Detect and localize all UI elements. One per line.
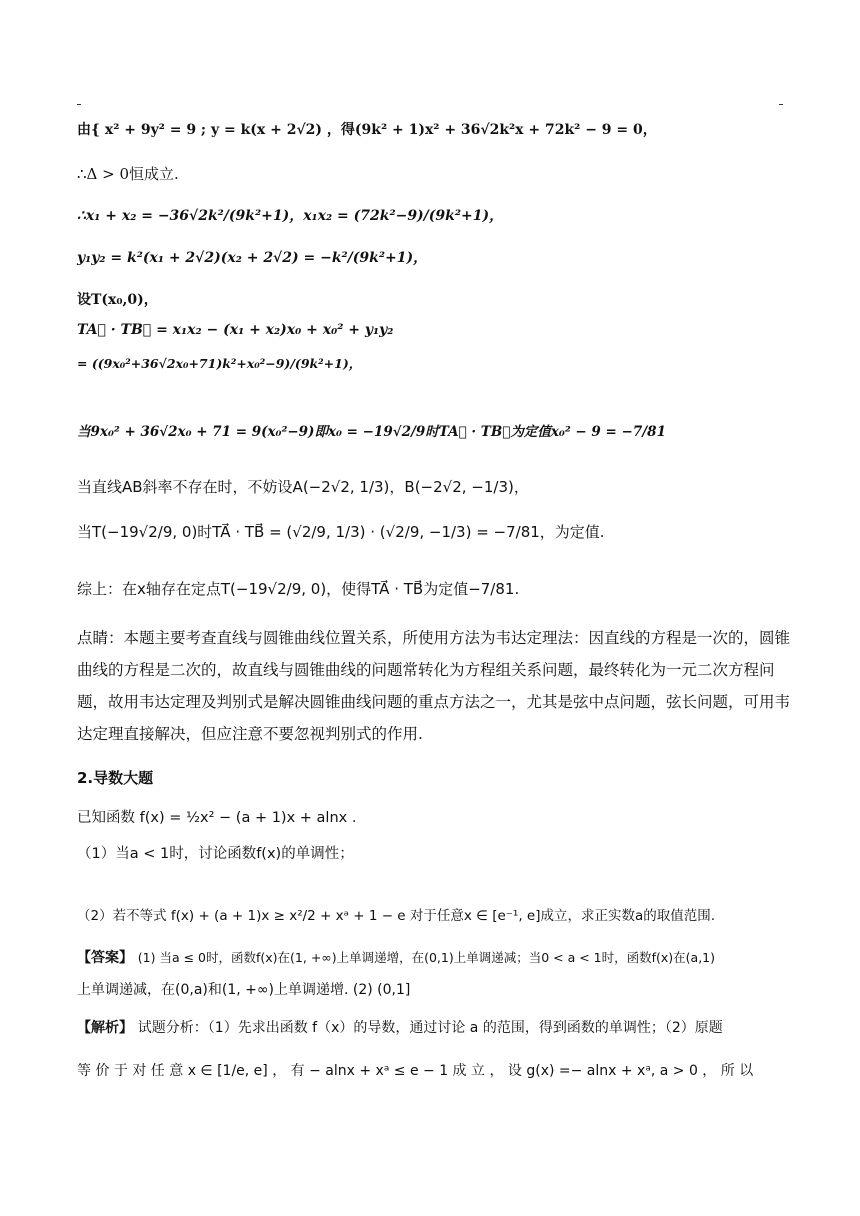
remark-text: 点睛：本题主要考查直线与圆锥曲线位置关系，所使用方法为韦达定理法：因直线的方程是一次的，圆锥曲线的方程是二次的，故直线与圆锥曲线的问题常转化为方程组关系问题，最终转化为一元二次方程问题，故用韦达定理及判别式是解决圆锥曲线问题的重点方法之一，尤其是弦中点问题，弦长问题，可用韦达定理直接解决，但应注意不要忽视判别式的作用. — [77, 629, 791, 743]
vertical-line-case-line — [77, 476, 529, 497]
equation-system-line — [77, 106, 657, 154]
math-text: ∴x₁ + x₂ = −36√2k²/(9k²+1)，x₁x₂ = (72k²−9)/(9k²+1)， — [77, 208, 504, 224]
question-2-text: （2）若不等式 f(x) + (a + 1)x ≥ x²/2 + xᵃ + 1 − e 对于任意x ∈ [e⁻¹, e]成立，求正实数a的取值范围. — [77, 908, 716, 924]
answer-label: 【答案】 — [77, 950, 133, 966]
set-point-t-line — [77, 289, 158, 309]
answer-text-1: (1) 当a ≤ 0时，函数f(x)在(1, +∞)上单调递增，在(0,1)上单调递减；当0 < a < 1时，函数f(x)在(a,1) — [137, 950, 716, 965]
question-1-text: （1）当a < 1时，讨论函数f(x)的单调性； — [77, 846, 354, 862]
math-text: 设T(x₀,0)， — [77, 292, 158, 308]
math-text: = ((9x₀²+36√2x₀+71)k²+x₀²−9)/(9k²+1)， — [77, 356, 362, 371]
answer-text-2: 上单调递减，在(0,a)和(1, +∞)上单调递增. (2) (0,1] — [77, 982, 411, 998]
dot-product-expansion-line — [77, 320, 393, 338]
corner-mark-right — [779, 104, 783, 105]
section-heading-text: 2.导数大题 — [77, 769, 154, 787]
math-text: 当T(−19√2/9, 0)时TA⃗ · TB⃗ = (√2/9, 1/3) · (√2/9, −1/3) = −7/81，为定值. — [77, 523, 605, 541]
conclusion-line — [77, 578, 519, 599]
analysis-label: 【解析】 — [77, 1020, 133, 1036]
math-text: y₁y₂ = k²(x₁ + 2√2)(x₂ + 2√2) = −k²/(9k²+1)， — [77, 250, 428, 266]
math-text: 综上：在x轴存在定点T(−19√2/9, 0)，使得TA⃗ · TB⃗为定值−7/81. — [77, 580, 520, 598]
question-2-line — [77, 904, 715, 924]
analysis-line-1 — [77, 1017, 723, 1037]
y-product-line — [77, 247, 427, 267]
analysis-text-1: 试题分析：（1）先求出函数 f（x）的导数，通过讨论 a 的范围，得到函数的单调性；（2）原题 — [137, 1020, 723, 1036]
vieta-sum-product-line — [77, 205, 503, 225]
discriminant-line — [77, 163, 179, 184]
math-text: ∴Δ > 0恒成立. — [77, 165, 179, 183]
answer-line-1 — [77, 947, 715, 967]
given-text: 已知函数 f(x) = ½x² − (a + 1)x + alnx . — [77, 810, 357, 826]
analysis-text-2: 等 价 于 对 任 意 x ∈ [1/e, e] ， 有 − alnx + xᵃ ≤ e − 1 成 立 ， 设 g(x) =− alnx + xᵃ, a > 0 ， 所 以 — [77, 1063, 754, 1079]
constant-condition-line — [77, 420, 666, 440]
answer-line-2 — [77, 979, 410, 999]
question-1-line — [77, 842, 354, 863]
math-text: 当直线AB斜率不存在时，不妨设A(−2√2, 1/3)，B(−2√2, −1/3)， — [77, 478, 529, 496]
math-text: 由{ x² + 9y² = 9 ; y = k(x + 2√2) ，得(9k² + 1)x² + 36√2k²x + 72k² − 9 = 0， — [77, 122, 657, 138]
dot-product-fraction-line — [77, 354, 361, 372]
section-heading — [77, 767, 153, 788]
corner-mark-left — [77, 104, 81, 105]
math-text: TA⃗ · TB⃗ = x₁x₂ − (x₁ + x₂)x₀ + x₀² + y₁y₂ — [77, 322, 394, 338]
verify-constant-line — [77, 521, 605, 542]
given-function-line — [77, 806, 356, 827]
remark-paragraph — [77, 622, 797, 750]
math-text: 当9x₀² + 36√2x₀ + 71 = 9(x₀²−9)即x₀ = −19√2/9时TA⃗ · TB⃗为定值x₀² − 9 = −7/81 — [77, 424, 666, 440]
analysis-line-2 — [77, 1060, 753, 1080]
